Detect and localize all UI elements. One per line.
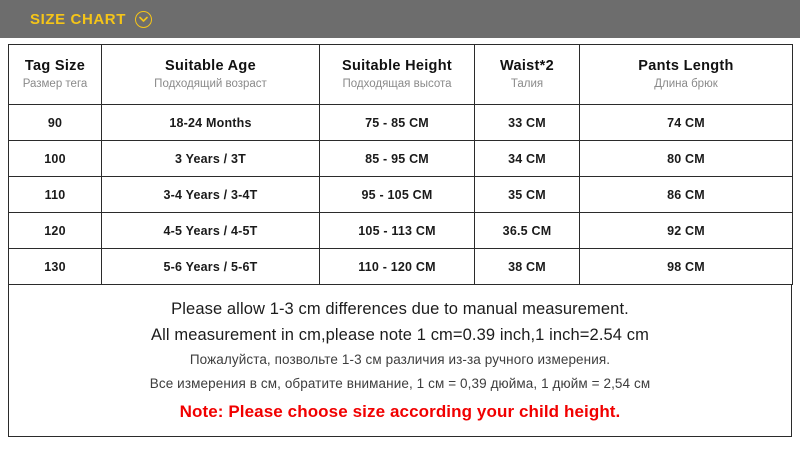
table-row — [9, 249, 793, 285]
cell-waist: 35 CM — [475, 177, 580, 213]
cell-tag-size: 100 — [9, 141, 102, 177]
column-header-tag-size — [9, 45, 102, 105]
cell-tag-size: 90 — [9, 105, 102, 141]
column-header-en: Suitable Age — [165, 57, 256, 74]
cell-pants-length: 86 CM — [580, 177, 793, 213]
header-bar — [0, 0, 800, 38]
column-header-ru: Длина брюк — [654, 77, 718, 90]
note-line-en-1: Please allow 1-3 cm differences due to manual measurement. — [171, 300, 629, 318]
notes-block — [8, 285, 792, 437]
cell-tag-size: 130 — [9, 249, 102, 285]
cell-pants-length: 80 CM — [580, 141, 793, 177]
cell-tag-size: 120 — [9, 213, 102, 249]
cell-waist: 34 CM — [475, 141, 580, 177]
column-header-ru: Подходящий возраст — [154, 77, 267, 90]
table-row — [9, 105, 793, 141]
column-header-en: Waist*2 — [500, 57, 554, 74]
column-header-suitable-height — [320, 45, 475, 105]
column-header-suitable-age — [102, 45, 320, 105]
column-header-pants-length — [580, 45, 793, 105]
column-header-en: Tag Size — [24, 57, 86, 74]
cell-waist: 33 CM — [475, 105, 580, 141]
table-row — [9, 141, 793, 177]
note-line-ru-1: Пожалуйста, позвольте 1-3 см различия из-за ручного измерения. — [189, 352, 611, 368]
page-title: SIZE CHART — [30, 10, 126, 28]
table-header — [9, 45, 793, 105]
note-line-en-2: All measurement in cm,please note 1 cm=0.39 inch,1 inch=2.54 cm — [151, 325, 649, 344]
size-table-wrap — [0, 44, 800, 285]
table-body — [9, 105, 793, 285]
cell-tag-size: 110 — [9, 177, 102, 213]
column-header-en: Pants Length — [638, 57, 734, 74]
cell-suitable-age: 5-6 Years / 5-6T — [102, 249, 320, 285]
column-header-ru: Подходящая высота — [342, 77, 452, 90]
cell-suitable-age: 4-5 Years / 4-5T — [102, 213, 320, 249]
chevron-down-circle-icon[interactable] — [135, 11, 152, 28]
note-warning: Note: Please choose size according your child height. — [179, 402, 621, 422]
cell-suitable-height: 110 - 120 CM — [320, 249, 475, 285]
column-header-ru: Размер тега — [22, 77, 88, 90]
cell-pants-length: 92 CM — [580, 213, 793, 249]
size-table — [8, 44, 793, 285]
cell-pants-length: 98 CM — [580, 249, 793, 285]
cell-suitable-height: 85 - 95 CM — [320, 141, 475, 177]
cell-suitable-height: 75 - 85 CM — [320, 105, 475, 141]
table-row — [9, 177, 793, 213]
cell-suitable-height: 95 - 105 CM — [320, 177, 475, 213]
cell-waist: 36.5 CM — [475, 213, 580, 249]
column-header-ru: Талия — [510, 77, 544, 90]
column-header-en: Suitable Height — [341, 57, 453, 74]
column-header-waist — [475, 45, 580, 105]
cell-pants-length: 74 CM — [580, 105, 793, 141]
table-header-row — [9, 45, 793, 105]
cell-suitable-height: 105 - 113 CM — [320, 213, 475, 249]
cell-waist: 38 CM — [475, 249, 580, 285]
table-row — [9, 213, 793, 249]
cell-suitable-age: 3-4 Years / 3-4T — [102, 177, 320, 213]
cell-suitable-age: 3 Years / 3T — [102, 141, 320, 177]
cell-suitable-age: 18-24 Months — [102, 105, 320, 141]
note-line-ru-2: Все измерения в см, обратите внимание, 1 см = 0,39 дюйма, 1 дюйм = 2,54 см — [149, 375, 651, 391]
